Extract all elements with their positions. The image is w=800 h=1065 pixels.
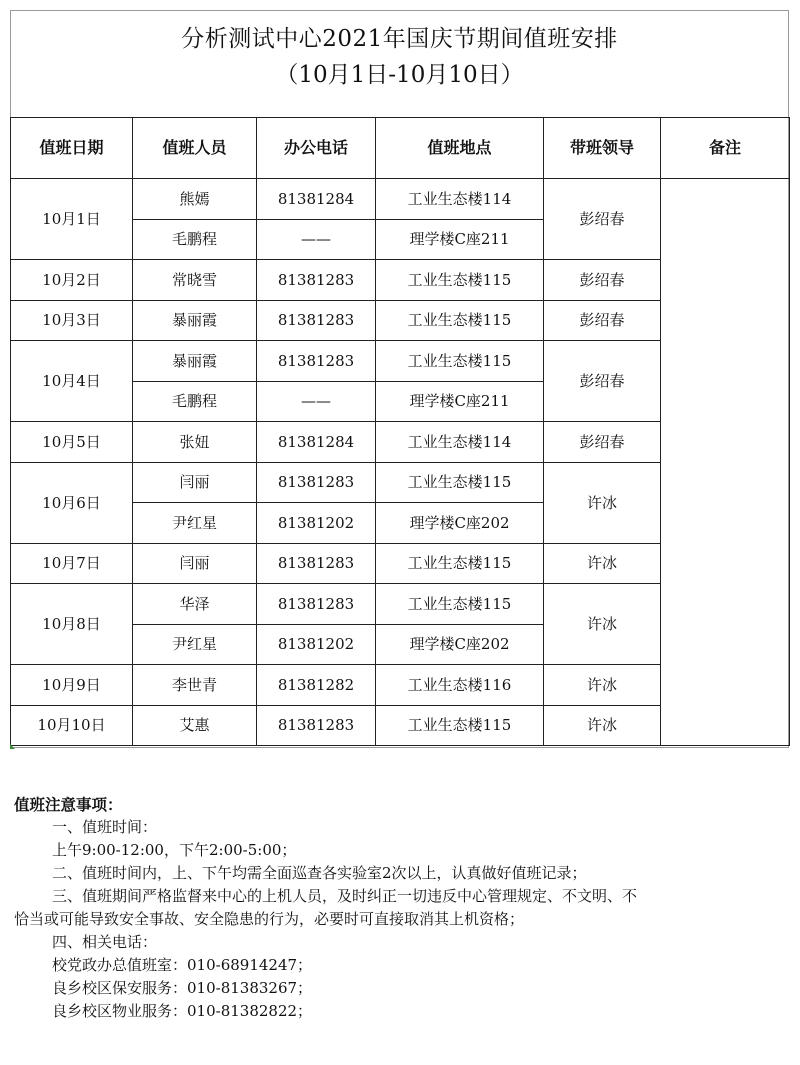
header-phone: 办公电话 — [257, 118, 376, 179]
cell-person: 暴丽霞 — [133, 341, 257, 382]
cell-leader: 彭绍春 — [544, 260, 661, 301]
cell-location: 工业生态楼115 — [376, 584, 544, 625]
cell-leader: 许冰 — [544, 705, 661, 746]
cell-phone: 81381283 — [257, 705, 376, 746]
notes-section2: 二、值班时间内，上、下午均需全面巡查各实验室2次以上，认真做好值班记录； — [52, 864, 587, 882]
cell-date: 10月5日 — [11, 422, 133, 463]
cell-location: 理学楼C座211 — [376, 381, 544, 422]
corner-mark — [10, 744, 15, 749]
cell-phone: —— — [257, 219, 376, 260]
notes-phone-3: 良乡校区物业服务：010-81382822； — [52, 1002, 313, 1020]
cell-person: 闫丽 — [133, 543, 257, 584]
cell-person: 暴丽霞 — [133, 300, 257, 341]
cell-location: 理学楼C座202 — [376, 503, 544, 544]
cell-leader: 彭绍春 — [544, 179, 661, 260]
cell-phone: 81381202 — [257, 503, 376, 544]
cell-date: 10月1日 — [11, 179, 133, 260]
notes-phone-1: 校党政办总值班室：010-68914247； — [52, 956, 313, 974]
cell-person: 毛鹏程 — [133, 381, 257, 422]
header-remarks: 备注 — [661, 118, 790, 179]
header-location: 值班地点 — [376, 118, 544, 179]
notes-section1-title: 一、值班时间： — [52, 818, 158, 836]
cell-location: 理学楼C座202 — [376, 624, 544, 665]
cell-location: 工业生态楼114 — [376, 422, 544, 463]
cell-location: 工业生态楼115 — [376, 300, 544, 341]
cell-location: 工业生态楼116 — [376, 665, 544, 706]
cell-leader: 许冰 — [544, 665, 661, 706]
cell-person: 张妞 — [133, 422, 257, 463]
cell-leader: 许冰 — [544, 584, 661, 665]
cell-phone: —— — [257, 381, 376, 422]
cell-date: 10月3日 — [11, 300, 133, 341]
cell-date: 10月2日 — [11, 260, 133, 301]
cell-phone: 81381284 — [257, 422, 376, 463]
cell-date: 10月9日 — [11, 665, 133, 706]
notes-section3-line2: 恰当或可能导致安全事故、安全隐患的行为，必要时可直接取消其上机资格； — [14, 910, 525, 928]
notes-section3-line1: 三、值班期间严格监督来中心的上机人员，及时纠正一切违反中心管理规定、不文明、不 — [52, 887, 638, 905]
cell-leader: 彭绍春 — [544, 300, 661, 341]
cell-phone: 81381283 — [257, 462, 376, 503]
cell-location: 工业生态楼115 — [376, 341, 544, 382]
notes-phone-2: 良乡校区保安服务：010-81383267； — [52, 979, 313, 997]
header-leader: 带班领导 — [544, 118, 661, 179]
duty-schedule-table — [10, 117, 790, 746]
cell-date: 10月8日 — [11, 584, 133, 665]
cell-remarks — [661, 179, 790, 746]
notes-title: 值班注意事项： — [14, 795, 123, 814]
cell-location: 工业生态楼115 — [376, 705, 544, 746]
cell-date: 10月6日 — [11, 462, 133, 543]
document-title — [10, 22, 789, 92]
cell-leader: 许冰 — [544, 462, 661, 543]
cell-phone: 81381282 — [257, 665, 376, 706]
title-line-2: （10月1日-10月10日） — [275, 62, 524, 88]
notes-section1-time: 上午9:00-12:00，下午2:00-5:00； — [52, 841, 297, 859]
cell-person: 毛鹏程 — [133, 219, 257, 260]
cell-phone: 81381283 — [257, 260, 376, 301]
table-header-row — [11, 118, 790, 179]
cell-phone: 81381283 — [257, 341, 376, 382]
cell-date: 10月7日 — [11, 543, 133, 584]
cell-phone: 81381283 — [257, 300, 376, 341]
header-person: 值班人员 — [133, 118, 257, 179]
cell-phone: 81381283 — [257, 584, 376, 625]
table-body — [11, 179, 790, 746]
cell-person: 华泽 — [133, 584, 257, 625]
cell-location: 理学楼C座211 — [376, 219, 544, 260]
cell-person: 李世青 — [133, 665, 257, 706]
cell-location: 工业生态楼115 — [376, 462, 544, 503]
header-date: 值班日期 — [11, 118, 133, 179]
notes-section — [14, 793, 790, 1023]
cell-person: 闫丽 — [133, 462, 257, 503]
cell-phone: 81381202 — [257, 624, 376, 665]
cell-person: 熊嫣 — [133, 179, 257, 220]
cell-person: 常晓雪 — [133, 260, 257, 301]
cell-date: 10月4日 — [11, 341, 133, 422]
cell-phone: 81381284 — [257, 179, 376, 220]
cell-leader: 许冰 — [544, 543, 661, 584]
cell-leader: 彭绍春 — [544, 422, 661, 463]
title-line-1: 分析测试中心2021年国庆节期间值班安排 — [181, 26, 618, 52]
table-row — [11, 179, 790, 220]
cell-person: 尹红星 — [133, 503, 257, 544]
cell-person: 艾惠 — [133, 705, 257, 746]
cell-location: 工业生态楼114 — [376, 179, 544, 220]
cell-location: 工业生态楼115 — [376, 260, 544, 301]
cell-person: 尹红星 — [133, 624, 257, 665]
cell-phone: 81381283 — [257, 543, 376, 584]
cell-date: 10月10日 — [11, 705, 133, 746]
notes-section4-title: 四、相关电话： — [52, 933, 158, 951]
cell-leader: 彭绍春 — [544, 341, 661, 422]
cell-location: 工业生态楼115 — [376, 543, 544, 584]
